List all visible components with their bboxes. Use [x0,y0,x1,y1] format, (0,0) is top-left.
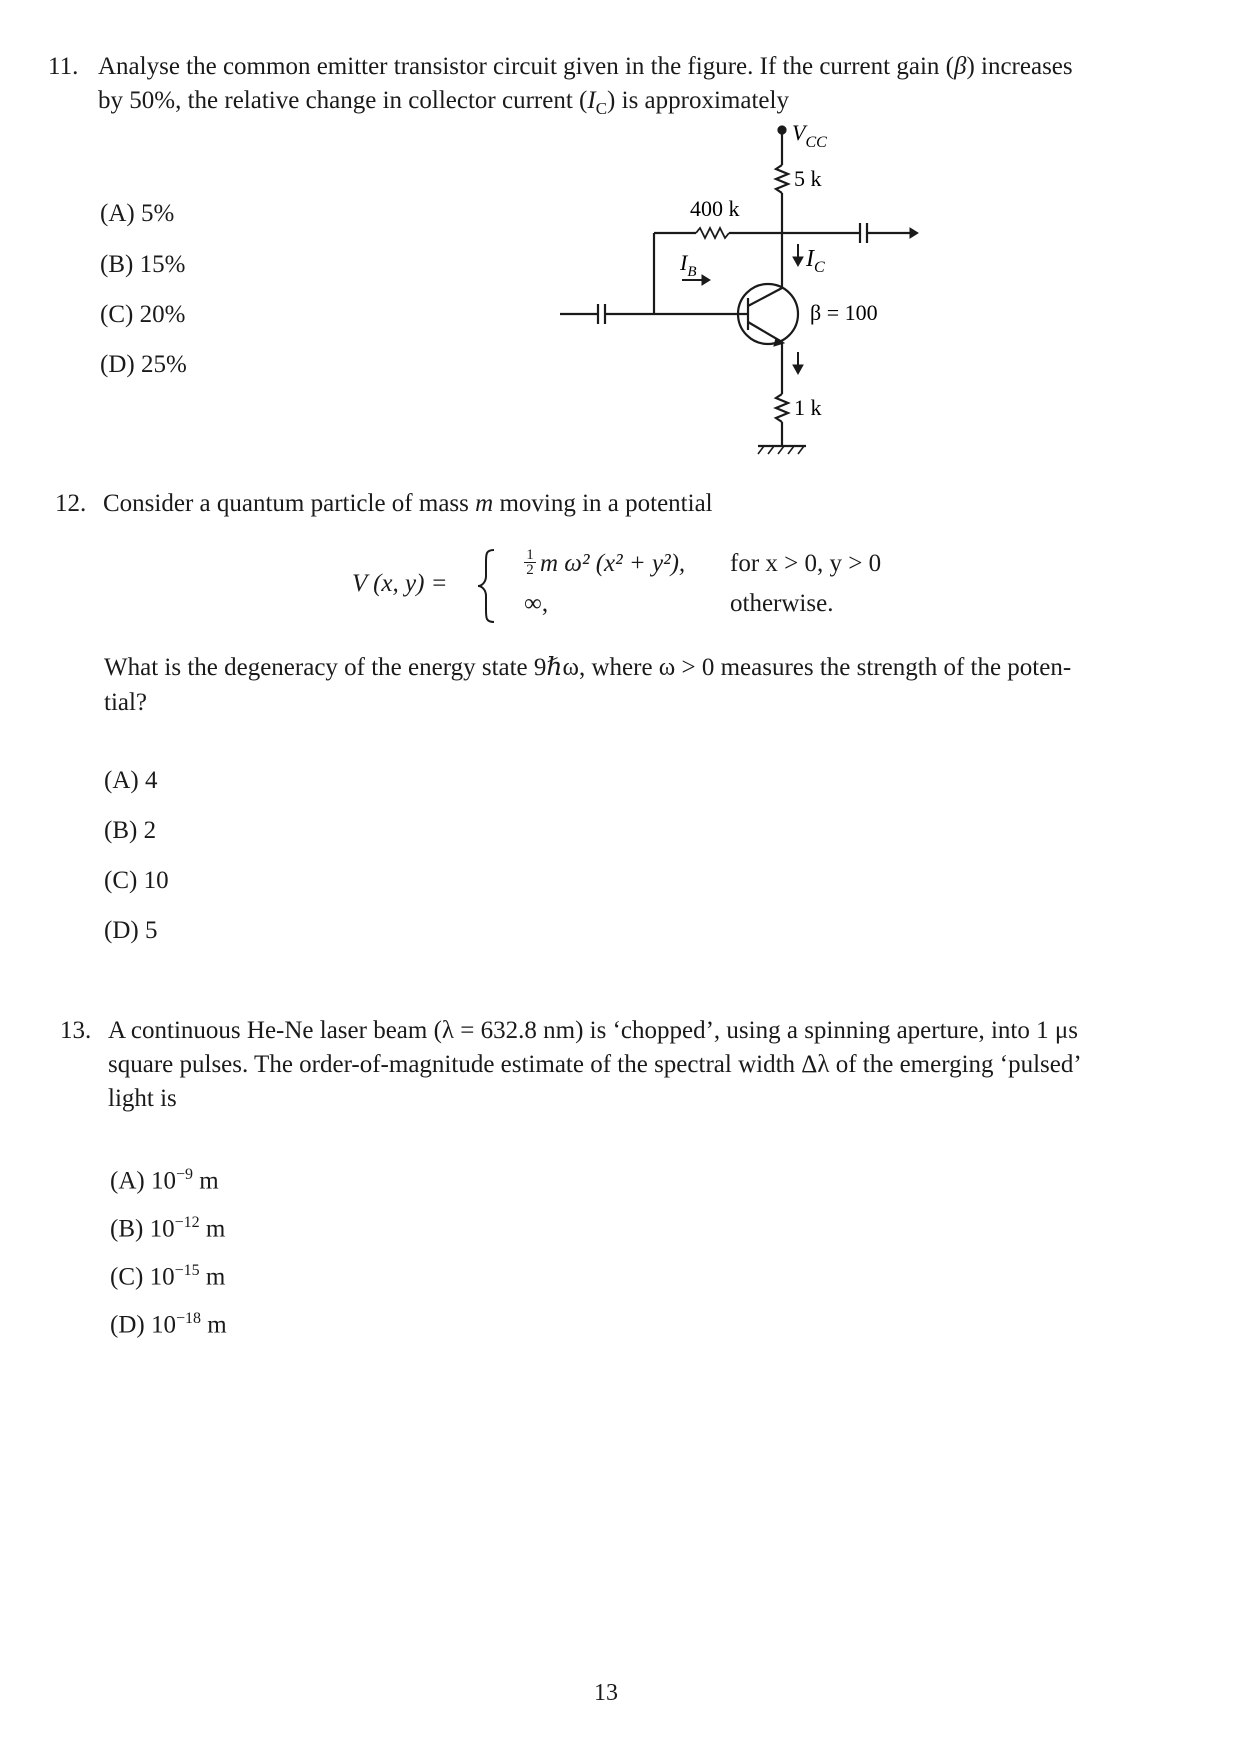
q12-eq-lhs: V (x, y) = [352,570,448,597]
vcc-label: $V_{CC}$ [792,120,827,151]
q12-case2-cond: otherwise. [730,590,834,617]
q12-intro-m: m [475,490,494,517]
q12-case1-frac: 1 2 [524,548,536,577]
q13-number: 13. [60,1017,92,1044]
q12-case2-expr: ∞, [524,590,549,617]
output-terminal-arrow-icon [910,228,918,238]
base-resistor [696,228,729,238]
q11-ic-sub: C [595,99,608,118]
beta-label: β = 100 [810,300,878,325]
q12-intro-b: moving in a potential [493,490,713,517]
q12-brace [474,546,500,626]
q11-option-a[interactable]: (A) 5% [100,200,175,227]
q13-option-c[interactable]: (C) $10^{-15}$ m [110,1262,226,1291]
q11-line1-a: Analyse the common emitter transistor circuit given in the figure. If the current gain ( [98,53,954,80]
q12-option-c[interactable]: (C) 10 [104,867,169,894]
q13-option-d[interactable]: (D) $10^{-18}$ m [110,1310,227,1339]
collector-resistor [776,165,788,193]
q12-option-d[interactable]: (D) 5 [104,917,158,944]
q13-line1: A continuous He-Ne laser beam (λ = 632.8 nm) is ‘chopped’, using a spinning aperture, into 1 μs [108,1017,1078,1044]
q12-option-a[interactable]: (A) 4 [104,767,158,794]
q13-option-a[interactable]: (A) $10^{-9}$ m [110,1166,219,1195]
q12-intro [103,487,713,521]
emitter-resistor-label: 1 k [794,395,822,420]
q11-ic: I [587,87,596,114]
q11-line2-a: by 50%, the relative change in collector current ( [98,87,588,114]
q11-number: 11. [48,53,79,80]
q11-line2-b: ) is approximately [607,87,789,114]
transistor-collector-lead [748,288,782,306]
base-resistor-label: 400 k [690,196,740,221]
q13-line2: square pulses. The order-of-magnitude estimate of the spectral width Δλ of the emerging ‘pulsed’ [108,1051,1082,1078]
q12-case1-cond: for x > 0, y > 0 [730,550,882,577]
ib-label: $I_B$ [680,250,697,280]
page-number: 13 [594,1680,618,1706]
ic-label: $I_C$ [806,246,825,276]
q12-number: 12. [55,490,87,517]
q13-line3: light is [108,1085,177,1112]
q11-option-b[interactable]: (B) 15% [100,251,186,278]
q11-line1-b: ) increases [966,53,1073,80]
q11-beta: β [953,53,967,80]
q11-option-d[interactable]: (D) 25% [100,351,187,378]
q13-option-b[interactable]: (B) $10^{-12}$ m [110,1214,226,1243]
q12-question-line2: tial? [104,689,148,716]
emitter-resistor [776,394,788,422]
q12-option-b[interactable]: (B) 2 [104,817,157,844]
q11-option-c[interactable]: (C) 20% [100,301,186,328]
collector-resistor-label: 5 k [794,166,822,191]
q11-line1 [98,50,1073,84]
transistor-circuit-diagram [560,120,920,470]
q12-case1-expr: m ω² (x² + y²), [540,550,686,577]
q12-intro-a: Consider a quantum particle of mass [103,490,476,517]
q12-question-line1: What is the degeneracy of the energy state 9ℏω, where ω > 0 measures the strength of the poten- [104,654,1072,681]
q12-equation [352,546,932,626]
